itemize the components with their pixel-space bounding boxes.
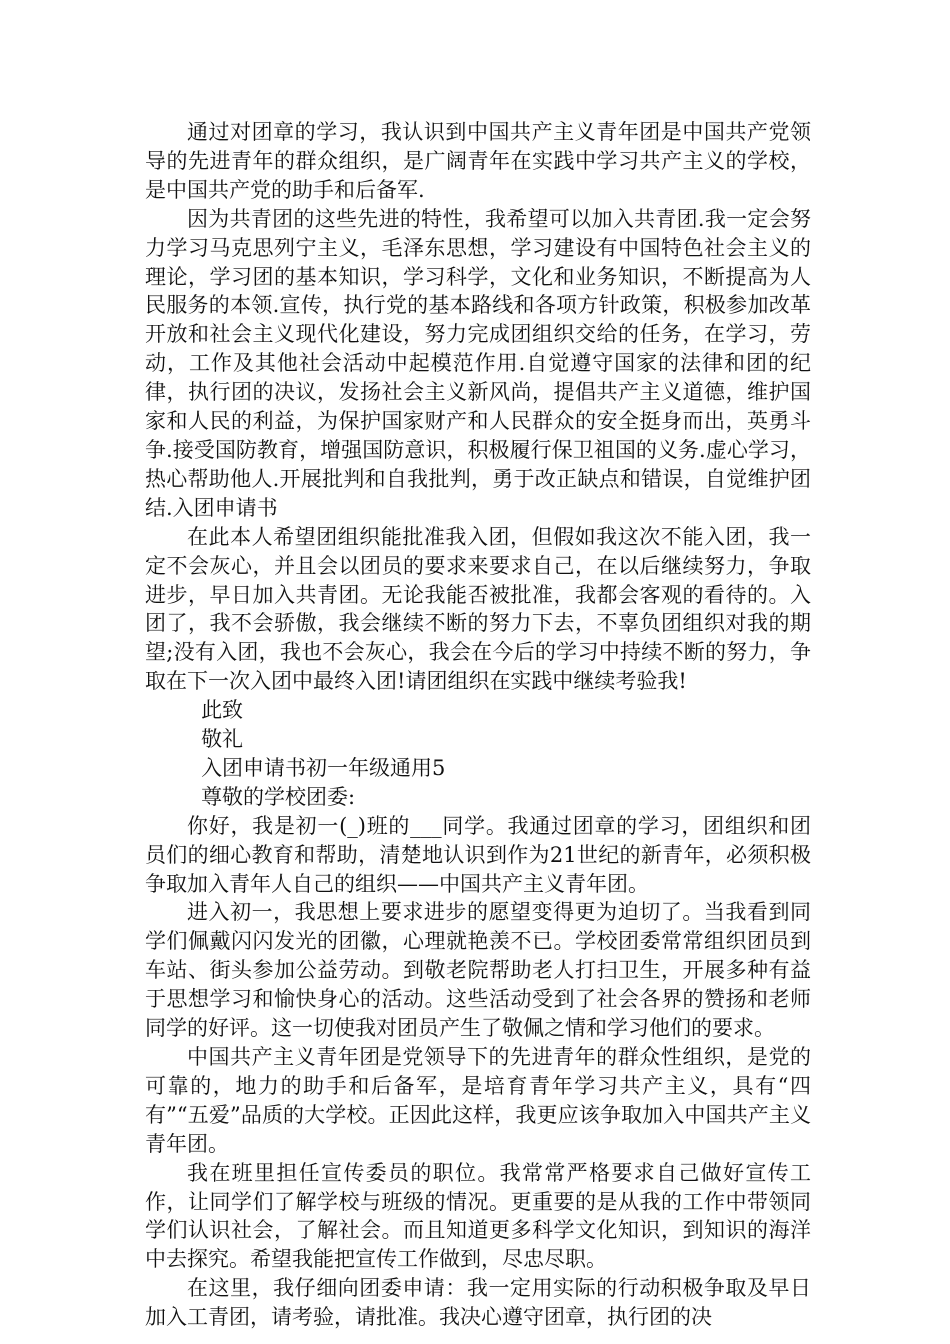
document-body xyxy=(145,118,811,1332)
paragraph-4: 你好，我是初一(_)班的___同学。我通过团章的学习，团组织和团员们的细心教育和帮助，清楚地认识到作为21世纪的新青年，必须积极争取加入青年人自己的组织——中国共产主义青年团。 xyxy=(145,813,811,896)
paragraph-7: 我在班里担任宣传委员的职位。我常常严格要求自己做好宣传工作，让同学们了解学校与班级的情况。更重要的是从我的工作中带领同学们认识社会，了解社会。而且知道更多科学文化知识，到知识的海洋中去探究。希望我能把宣传工作做到，尽忠尽职。 xyxy=(145,1160,811,1272)
paragraph-2: 因为共青团的这些先进的特性，我希望可以加入共青团.我一定会努力学习马克思列宁主义，毛泽东思想，学习建设有中国特色社会主义的理论，学习团的基本知识，学习科学，文化和业务知识，不断提高为人民服务的本领.宣传，执行党的基本路线和各项方针政策，积极参加改革开放和社会主义现代化建设，努力完成团组织交给的任务，在学习，劳动，工作及其他社会活动中起模范作用.自觉遵守国家的法律和团的纪律，执行团的决议，发扬社会主义新风尚，提倡共产主义道德，维护国家和人民的利益，为保护国家财产和人民群众的安全挺身而出，英勇斗争.接受国防教育，增强国防意识，积极履行保卫祖国的义务.虚心学习，热心帮助他人.开展批判和自我批判，勇于改正缺点和错误，自觉维护团结.入团申请书 xyxy=(145,206,811,520)
paragraph-8: 在这里，我仔细向团委申请：我一定用实际的行动积极争取及早日加入工青团，请考验，请批准。我决心遵守团章，执行团的决 xyxy=(145,1276,811,1330)
closing-regards: 敬礼 xyxy=(201,727,244,752)
closing-salutation: 此致 xyxy=(201,698,244,723)
paragraph-5: 进入初一，我思想上要求进步的愿望变得更为迫切了。当我看到同学们佩戴闪闪发光的团徽，心理就艳羡不已。学校团委常常组织团员到车站、街头参加公益劳动。到敬老院帮助老人打扫卫生，开展多种有益于思想学习和愉快身心的活动。这些活动受到了社会各界的赞扬和老师同学的好评。这一切使我对团员产生了敬佩之情和学习他们的要求。 xyxy=(145,900,811,1041)
paragraph-3: 在此本人希望团组织能批准我入团，但假如我这次不能入团，我一定不会灰心，并且会以团员的要求来要求自己，在以后继续努力，争取进步，早日加入共青团。无论我能否被批准，我都会客观的看待的。入团了，我不会骄傲，我会继续不断的努力下去，不辜负团组织对我的期望;没有入团，我也不会灰心，我会在今后的学习中持续不断的努力，争取在下一次入团中最终入团!请团组织在实践中继续考验我! xyxy=(145,524,811,694)
section-title: 入团申请书初一年级通用5 xyxy=(201,755,446,780)
paragraph-6: 中国共产主义青年团是党领导下的先进青年的群众性组织，是党的可靠的，地力的助手和后备军，是培育青年学习共产主义，具有“四有”“五爱”品质的大学校。正因此这样，我更应该争取加入中国共产主义青年团。 xyxy=(145,1045,811,1156)
paragraph-1: 通过对团章的学习，我认识到中国共产主义青年团是中国共产党领导的先进青年的群众组织，是广阔青年在实践中学习共产主义的学校，是中国共产党的助手和后备军. xyxy=(145,120,811,202)
letter-greeting: 尊敬的学校团委: xyxy=(201,784,356,809)
